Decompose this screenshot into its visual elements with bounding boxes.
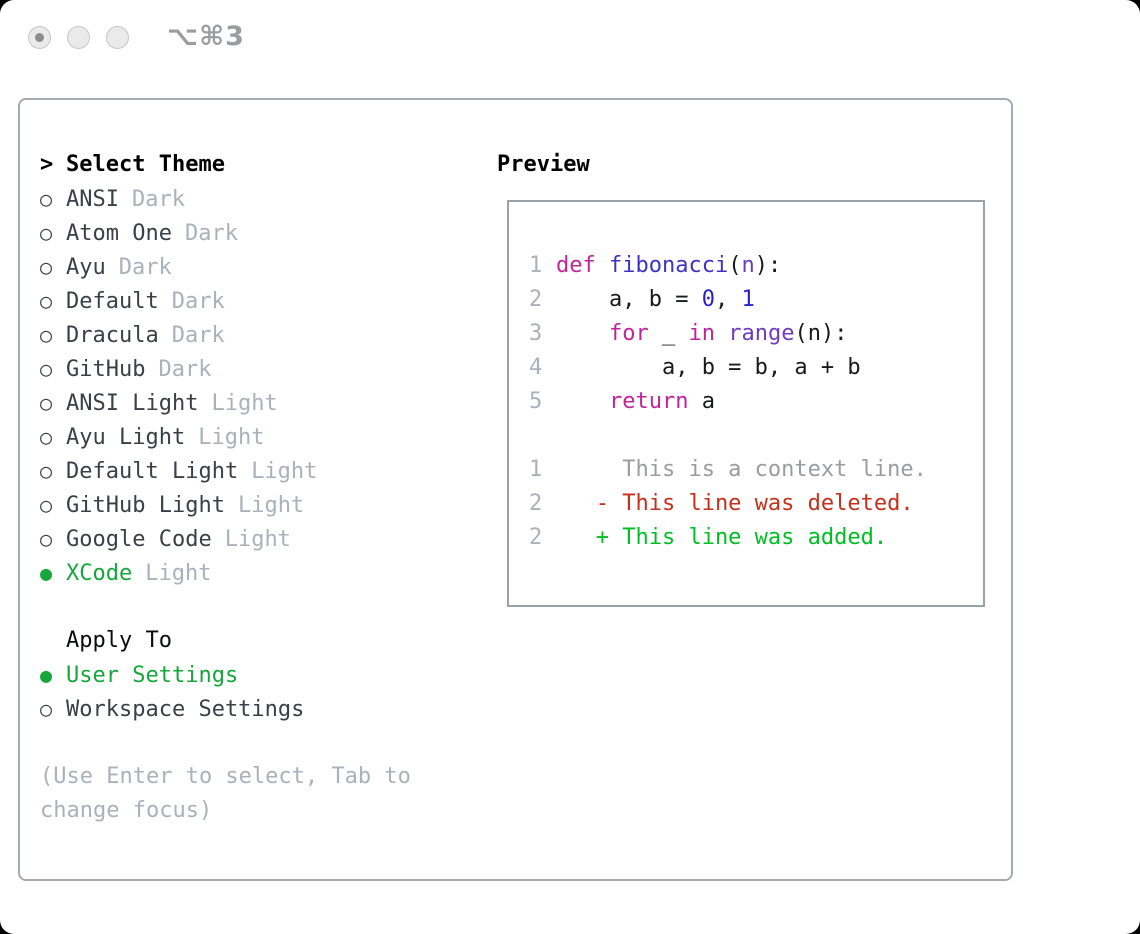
spacer [40,590,411,624]
theme-option-xcode[interactable]: ● XCode Light [40,556,411,590]
line-number: 2 [529,491,543,516]
code-token-plain [556,321,609,346]
radio-icon: ○ [40,357,53,381]
theme-option-default-light[interactable]: ○ Default Light Light [40,454,411,488]
line-number: 1 [529,457,543,482]
code-token-keyword: in [688,321,715,346]
apply-option-user-settings[interactable]: ● User Settings [40,658,411,692]
preview-box [507,200,985,607]
preview-header: Preview [497,152,590,177]
spacer [40,726,411,760]
code-token-param: range [728,321,795,346]
theme-option-ayu[interactable]: ○ Ayu Dark [40,250,411,284]
code-token-plain: a [688,389,715,414]
radio-icon: ○ [40,425,53,449]
hint-text-line-2: change focus) [40,798,213,823]
select-theme-header-label: Select Theme [66,152,225,177]
radio-icon: ○ [40,221,53,245]
code-token-deleted: - This line was deleted. [556,491,914,516]
hint-text-line-1: (Use Enter to select, Tab to [40,764,411,789]
code-token-plain: a, b = b, a + b [556,355,861,380]
line-number: 2 [529,525,543,550]
radio-icon: ○ [40,459,53,483]
code-token-number: 1 [741,287,755,312]
radio-icon: ○ [40,493,53,517]
code-token-context: This is a context line. [556,457,927,482]
code-line [529,453,983,487]
radio-icon: ○ [40,527,53,551]
code-token-plain [715,321,728,346]
code-line [529,385,983,419]
code-line [529,351,983,385]
window-close-button[interactable] [28,26,51,49]
code-token-keyword: for [608,321,649,346]
radio-icon: ○ [40,697,53,721]
theme-option-default[interactable]: ○ Default Dark [40,284,411,318]
radio-icon: ○ [40,289,53,313]
code-token-plain [556,389,609,414]
window-shortcut-label: ⌥⌘3 [167,21,245,52]
code-token-param: n [741,253,755,278]
line-number: 2 [529,287,543,312]
radio-icon: ○ [40,323,53,347]
theme-option-ansi-light[interactable]: ○ ANSI Light Light [40,386,411,420]
code-token-number: 0 [701,287,715,312]
code-token-plain: _ [648,321,689,346]
code-line [529,487,983,521]
theme-option-google-code[interactable]: ○ Google Code Light [40,522,411,556]
apply-to-header: Apply To [66,628,172,653]
line-number: 5 [529,389,543,414]
select-theme-header [40,148,411,182]
code-token-added: + This line was added. [556,525,888,550]
theme-option-github[interactable]: ○ GitHub Dark [40,352,411,386]
code-token-plain: (n): [794,321,848,346]
theme-option-ansi[interactable]: ○ ANSI Dark [40,182,411,216]
line-number: 3 [529,321,543,346]
radio-icon: ○ [40,255,53,279]
code-line [529,249,983,283]
line-number: 4 [529,355,543,380]
focus-caret-icon: > [40,152,54,177]
theme-option-atom-one[interactable]: ○ Atom One Dark [40,216,411,250]
window-minimize-button[interactable] [67,26,90,49]
radio-icon: ● [40,663,53,687]
theme-selector-panel [18,98,1013,881]
code-token-plain: a, b = [556,287,702,312]
code-line [529,283,983,317]
theme-list-column [40,148,411,828]
code-token-plain: , [714,287,742,312]
radio-icon: ● [40,561,53,585]
theme-option-ayu-light[interactable]: ○ Ayu Light Light [40,420,411,454]
code-line [529,317,983,351]
code-token-plain: ): [754,253,782,278]
theme-option-dracula[interactable]: ○ Dracula Dark [40,318,411,352]
window-zoom-button[interactable] [106,26,129,49]
theme-option-github-light[interactable]: ○ GitHub Light Light [40,488,411,522]
radio-icon: ○ [40,187,53,211]
code-line [529,419,983,453]
code-token-plain: ( [728,253,742,278]
code-token-plain [596,253,609,278]
code-line [529,521,983,555]
radio-icon: ○ [40,391,53,415]
code-token-keyword: def [556,253,596,278]
apply-option-workspace-settings[interactable]: ○ Workspace Settings [40,692,411,726]
code-token-keyword: return [608,389,689,414]
code-token-function: fibonacci [609,253,729,278]
window-controls [28,26,129,49]
line-number: 1 [529,253,543,278]
